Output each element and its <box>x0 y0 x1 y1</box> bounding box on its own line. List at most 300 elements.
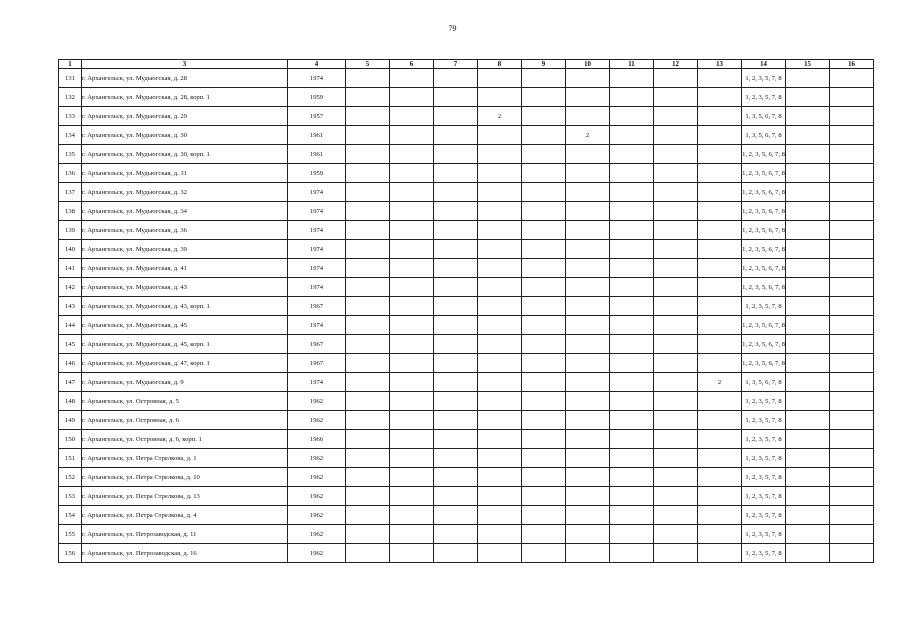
col-8-cell <box>478 430 522 449</box>
col-7-cell <box>434 145 478 164</box>
table-row <box>59 202 874 221</box>
col-6-cell <box>390 544 434 563</box>
table-body <box>59 69 874 563</box>
column-header: 3 <box>82 60 288 69</box>
page-number: 79 <box>448 24 457 33</box>
address-cell: г. Архангельск, ул. Мудьюгская, д. 34 <box>82 202 288 221</box>
col-9-cell <box>522 449 566 468</box>
year-cell: 1974 <box>288 183 346 202</box>
col-16-cell <box>830 316 874 335</box>
col-15-cell <box>786 69 830 88</box>
table-row <box>59 221 874 240</box>
year-cell: 1959 <box>288 164 346 183</box>
col-12-cell <box>654 468 698 487</box>
table-row <box>59 259 874 278</box>
col-6-cell <box>390 449 434 468</box>
col-10-cell <box>566 297 610 316</box>
address-cell: г. Архангельск, ул. Мудьюгская, д. 43, корп. 1 <box>82 297 288 316</box>
col-14-cell: 1, 3, 5, 6, 7, 8 <box>742 373 786 392</box>
col-7-cell <box>434 164 478 183</box>
col-16-cell <box>830 183 874 202</box>
col-10-cell <box>566 487 610 506</box>
col-15-cell <box>786 506 830 525</box>
col-8-cell <box>478 335 522 354</box>
address-cell: г. Архангельск, ул. Мудьюгская, д. 45 <box>82 316 288 335</box>
col-14-cell: 1, 2, 3, 5, 7, 8 <box>742 525 786 544</box>
col-13-cell <box>698 69 742 88</box>
year-cell: 1962 <box>288 449 346 468</box>
table-row <box>59 373 874 392</box>
col-11-cell <box>610 69 654 88</box>
row-number-cell: 151 <box>59 449 82 468</box>
year-cell: 1962 <box>288 468 346 487</box>
col-7-cell <box>434 449 478 468</box>
col-5-cell <box>346 145 390 164</box>
address-cell: г. Архангельск, ул. Мудьюгская, д. 29 <box>82 107 288 126</box>
col-12-cell <box>654 145 698 164</box>
row-number-cell: 149 <box>59 411 82 430</box>
col-16-cell <box>830 525 874 544</box>
address-cell: г. Архангельск, ул. Мудьюгская, д. 41 <box>82 259 288 278</box>
col-13-cell <box>698 430 742 449</box>
address-cell: г. Архангельск, ул. Мудьюгская, д. 30, корп. 1 <box>82 145 288 164</box>
col-7-cell <box>434 107 478 126</box>
col-14-cell: 1, 2, 3, 5, 7, 8 <box>742 411 786 430</box>
col-11-cell <box>610 297 654 316</box>
column-header: 16 <box>830 60 874 69</box>
col-8-cell <box>478 373 522 392</box>
col-14-cell: 1, 2, 3, 5, 6, 7, 8 <box>742 335 786 354</box>
year-cell: 1974 <box>288 221 346 240</box>
col-8-cell <box>478 487 522 506</box>
col-12-cell <box>654 259 698 278</box>
col-5-cell <box>346 544 390 563</box>
col-10-cell <box>566 278 610 297</box>
col-12-cell <box>654 88 698 107</box>
col-14-cell: 1, 2, 3, 5, 7, 8 <box>742 297 786 316</box>
col-5-cell <box>346 221 390 240</box>
col-13-cell <box>698 392 742 411</box>
col-8-cell <box>478 240 522 259</box>
col-7-cell <box>434 335 478 354</box>
col-12-cell <box>654 278 698 297</box>
col-11-cell <box>610 278 654 297</box>
row-number-cell: 156 <box>59 544 82 563</box>
col-12-cell <box>654 392 698 411</box>
col-9-cell <box>522 126 566 145</box>
table-row <box>59 354 874 373</box>
address-cell: г. Архангельск, ул. Мудьюгская, д. 9 <box>82 373 288 392</box>
column-header: 13 <box>698 60 742 69</box>
col-9-cell <box>522 202 566 221</box>
col-13-cell <box>698 449 742 468</box>
col-6-cell <box>390 202 434 221</box>
col-13-cell <box>698 145 742 164</box>
col-14-cell: 1, 2, 3, 5, 6, 7, 8 <box>742 183 786 202</box>
col-16-cell <box>830 392 874 411</box>
col-7-cell <box>434 411 478 430</box>
col-11-cell <box>610 107 654 126</box>
col-15-cell <box>786 183 830 202</box>
table-row <box>59 278 874 297</box>
address-cell: г. Архангельск, ул. Петра Стрелкова, д. 13 <box>82 487 288 506</box>
col-12-cell <box>654 316 698 335</box>
col-11-cell <box>610 183 654 202</box>
col-9-cell <box>522 354 566 373</box>
row-number-cell: 140 <box>59 240 82 259</box>
col-10-cell <box>566 430 610 449</box>
table-row <box>59 335 874 354</box>
col-12-cell <box>654 506 698 525</box>
col-14-cell: 1, 2, 3, 5, 6, 7, 8 <box>742 316 786 335</box>
col-6-cell <box>390 221 434 240</box>
year-cell: 1962 <box>288 411 346 430</box>
col-14-cell: 1, 2, 3, 5, 6, 7, 8 <box>742 240 786 259</box>
col-8-cell <box>478 164 522 183</box>
col-15-cell <box>786 316 830 335</box>
col-14-cell: 1, 2, 3, 5, 7, 8 <box>742 392 786 411</box>
col-6-cell <box>390 107 434 126</box>
col-5-cell <box>346 259 390 278</box>
col-8-cell <box>478 202 522 221</box>
col-6-cell <box>390 354 434 373</box>
col-5-cell <box>346 183 390 202</box>
col-12-cell <box>654 430 698 449</box>
col-7-cell <box>434 297 478 316</box>
col-7-cell <box>434 506 478 525</box>
table-row <box>59 69 874 88</box>
col-6-cell <box>390 88 434 107</box>
col-9-cell <box>522 297 566 316</box>
col-6-cell <box>390 126 434 145</box>
col-12-cell <box>654 164 698 183</box>
col-13-cell <box>698 316 742 335</box>
col-16-cell <box>830 107 874 126</box>
col-9-cell <box>522 145 566 164</box>
address-cell: г. Архангельск, ул. Мудьюгская, д. 45, корп. 1 <box>82 335 288 354</box>
col-14-cell: 1, 2, 3, 5, 7, 8 <box>742 88 786 107</box>
col-9-cell <box>522 506 566 525</box>
year-cell: 1974 <box>288 373 346 392</box>
col-9-cell <box>522 335 566 354</box>
col-12-cell <box>654 297 698 316</box>
col-5-cell <box>346 373 390 392</box>
address-cell: г. Архангельск, ул. Мудьюгская, д. 31 <box>82 164 288 183</box>
address-cell: г. Архангельск, ул. Островная, д. 5 <box>82 392 288 411</box>
col-12-cell <box>654 107 698 126</box>
col-16-cell <box>830 259 874 278</box>
col-11-cell <box>610 544 654 563</box>
year-cell: 1974 <box>288 69 346 88</box>
table-row <box>59 449 874 468</box>
col-7-cell <box>434 354 478 373</box>
col-12-cell <box>654 240 698 259</box>
year-cell: 1961 <box>288 126 346 145</box>
year-cell: 1974 <box>288 240 346 259</box>
col-7-cell <box>434 69 478 88</box>
col-16-cell <box>830 164 874 183</box>
table-row <box>59 107 874 126</box>
col-9-cell <box>522 544 566 563</box>
col-10-cell <box>566 411 610 430</box>
col-13-cell <box>698 525 742 544</box>
col-7-cell <box>434 316 478 335</box>
register-table <box>58 59 874 563</box>
col-15-cell <box>786 430 830 449</box>
col-6-cell <box>390 297 434 316</box>
col-5-cell <box>346 392 390 411</box>
col-14-cell: 1, 2, 3, 5, 6, 7, 8 <box>742 202 786 221</box>
column-header: 7 <box>434 60 478 69</box>
col-10-cell <box>566 202 610 221</box>
col-10-cell <box>566 240 610 259</box>
col-6-cell <box>390 145 434 164</box>
year-cell: 1967 <box>288 335 346 354</box>
col-5-cell <box>346 468 390 487</box>
col-14-cell: 1, 2, 3, 5, 6, 7, 8 <box>742 354 786 373</box>
col-16-cell <box>830 297 874 316</box>
col-16-cell <box>830 449 874 468</box>
address-cell: г. Архангельск, ул. Мудьюгская, д. 28 <box>82 69 288 88</box>
col-5-cell <box>346 449 390 468</box>
col-8-cell <box>478 525 522 544</box>
col-12-cell <box>654 221 698 240</box>
row-number-cell: 153 <box>59 487 82 506</box>
col-13-cell <box>698 487 742 506</box>
col-12-cell <box>654 126 698 145</box>
address-cell: г. Архангельск, ул. Островная, д. 6, корп. 1 <box>82 430 288 449</box>
table-row <box>59 164 874 183</box>
col-10-cell <box>566 335 610 354</box>
col-10-cell <box>566 145 610 164</box>
col-11-cell <box>610 240 654 259</box>
col-7-cell <box>434 259 478 278</box>
table-row <box>59 411 874 430</box>
col-16-cell <box>830 544 874 563</box>
col-12-cell <box>654 183 698 202</box>
col-13-cell: 2 <box>698 373 742 392</box>
col-13-cell <box>698 126 742 145</box>
address-cell: г. Архангельск, ул. Мудьюгская, д. 47, корп. 1 <box>82 354 288 373</box>
col-15-cell <box>786 240 830 259</box>
col-16-cell <box>830 240 874 259</box>
row-number-cell: 146 <box>59 354 82 373</box>
column-header: 14 <box>742 60 786 69</box>
table-row <box>59 240 874 259</box>
col-15-cell <box>786 221 830 240</box>
year-cell: 1966 <box>288 430 346 449</box>
col-5-cell <box>346 525 390 544</box>
col-15-cell <box>786 164 830 183</box>
col-9-cell <box>522 468 566 487</box>
col-8-cell <box>478 278 522 297</box>
col-5-cell <box>346 487 390 506</box>
col-11-cell <box>610 335 654 354</box>
col-8-cell: 2 <box>478 107 522 126</box>
table-row <box>59 88 874 107</box>
col-11-cell <box>610 449 654 468</box>
col-11-cell <box>610 202 654 221</box>
column-header: 1 <box>59 60 82 69</box>
col-14-cell: 1, 2, 3, 5, 6, 7, 8 <box>742 145 786 164</box>
row-number-cell: 135 <box>59 145 82 164</box>
col-5-cell <box>346 316 390 335</box>
col-8-cell <box>478 468 522 487</box>
col-5-cell <box>346 278 390 297</box>
col-11-cell <box>610 468 654 487</box>
col-16-cell <box>830 278 874 297</box>
col-10-cell <box>566 468 610 487</box>
row-number-cell: 145 <box>59 335 82 354</box>
col-13-cell <box>698 278 742 297</box>
col-8-cell <box>478 506 522 525</box>
col-14-cell: 1, 3, 5, 6, 7, 8 <box>742 126 786 145</box>
col-10-cell <box>566 69 610 88</box>
col-9-cell <box>522 487 566 506</box>
col-15-cell <box>786 544 830 563</box>
col-12-cell <box>654 373 698 392</box>
year-cell: 1962 <box>288 392 346 411</box>
year-cell: 1962 <box>288 544 346 563</box>
col-9-cell <box>522 240 566 259</box>
col-12-cell <box>654 69 698 88</box>
year-cell: 1974 <box>288 202 346 221</box>
col-11-cell <box>610 88 654 107</box>
col-7-cell <box>434 240 478 259</box>
col-8-cell <box>478 411 522 430</box>
col-7-cell <box>434 487 478 506</box>
row-number-cell: 134 <box>59 126 82 145</box>
col-14-cell: 1, 2, 3, 5, 6, 7, 8 <box>742 278 786 297</box>
col-11-cell <box>610 221 654 240</box>
col-12-cell <box>654 487 698 506</box>
col-9-cell <box>522 164 566 183</box>
col-10-cell <box>566 88 610 107</box>
col-5-cell <box>346 354 390 373</box>
col-11-cell <box>610 487 654 506</box>
column-header: 6 <box>390 60 434 69</box>
col-11-cell <box>610 373 654 392</box>
col-6-cell <box>390 278 434 297</box>
table-header-row <box>59 60 874 69</box>
address-cell: г. Архангельск, ул. Петрозаводская, д. 16 <box>82 544 288 563</box>
col-15-cell <box>786 392 830 411</box>
table-row <box>59 392 874 411</box>
row-number-cell: 143 <box>59 297 82 316</box>
row-number-cell: 139 <box>59 221 82 240</box>
col-15-cell <box>786 259 830 278</box>
col-13-cell <box>698 506 742 525</box>
col-10-cell <box>566 506 610 525</box>
col-11-cell <box>610 411 654 430</box>
column-header: 12 <box>654 60 698 69</box>
col-9-cell <box>522 392 566 411</box>
year-cell: 1962 <box>288 525 346 544</box>
address-cell: г. Архангельск, ул. Мудьюгская, д. 43 <box>82 278 288 297</box>
table-row <box>59 430 874 449</box>
year-cell: 1962 <box>288 506 346 525</box>
row-number-cell: 137 <box>59 183 82 202</box>
col-10-cell <box>566 525 610 544</box>
col-11-cell <box>610 259 654 278</box>
table-row <box>59 487 874 506</box>
table-row <box>59 145 874 164</box>
row-number-cell: 144 <box>59 316 82 335</box>
col-9-cell <box>522 259 566 278</box>
table-row <box>59 506 874 525</box>
col-5-cell <box>346 126 390 145</box>
year-cell: 1957 <box>288 107 346 126</box>
table-row <box>59 297 874 316</box>
row-number-cell: 131 <box>59 69 82 88</box>
year-cell: 1967 <box>288 297 346 316</box>
col-15-cell <box>786 449 830 468</box>
column-header: 11 <box>610 60 654 69</box>
col-13-cell <box>698 202 742 221</box>
col-15-cell <box>786 487 830 506</box>
year-cell: 1974 <box>288 278 346 297</box>
col-13-cell <box>698 335 742 354</box>
row-number-cell: 141 <box>59 259 82 278</box>
col-7-cell <box>434 430 478 449</box>
col-5-cell <box>346 202 390 221</box>
col-9-cell <box>522 183 566 202</box>
col-10-cell <box>566 316 610 335</box>
col-10-cell <box>566 354 610 373</box>
col-16-cell <box>830 88 874 107</box>
row-number-cell: 136 <box>59 164 82 183</box>
col-16-cell <box>830 430 874 449</box>
col-13-cell <box>698 259 742 278</box>
row-number-cell: 150 <box>59 430 82 449</box>
col-8-cell <box>478 88 522 107</box>
col-13-cell <box>698 164 742 183</box>
col-16-cell <box>830 145 874 164</box>
col-15-cell <box>786 126 830 145</box>
col-16-cell <box>830 126 874 145</box>
column-header: 4 <box>288 60 346 69</box>
col-6-cell <box>390 164 434 183</box>
year-cell: 1967 <box>288 354 346 373</box>
col-14-cell: 1, 2, 3, 5, 6, 7, 8 <box>742 259 786 278</box>
col-14-cell: 1, 2, 3, 5, 6, 7, 8 <box>742 221 786 240</box>
col-8-cell <box>478 316 522 335</box>
col-14-cell: 1, 2, 3, 5, 7, 8 <box>742 544 786 563</box>
col-11-cell <box>610 126 654 145</box>
col-9-cell <box>522 525 566 544</box>
col-5-cell <box>346 164 390 183</box>
col-6-cell <box>390 430 434 449</box>
col-6-cell <box>390 183 434 202</box>
col-6-cell <box>390 240 434 259</box>
col-8-cell <box>478 259 522 278</box>
row-number-cell: 154 <box>59 506 82 525</box>
col-13-cell <box>698 240 742 259</box>
address-cell: г. Архангельск, ул. Мудьюгская, д. 28, корп. 1 <box>82 88 288 107</box>
column-header: 10 <box>566 60 610 69</box>
address-cell: г. Архангельск, ул. Островная, д. 6 <box>82 411 288 430</box>
col-13-cell <box>698 411 742 430</box>
col-14-cell: 1, 2, 3, 5, 6, 7, 8 <box>742 164 786 183</box>
col-11-cell <box>610 164 654 183</box>
col-8-cell <box>478 221 522 240</box>
col-6-cell <box>390 411 434 430</box>
row-number-cell: 142 <box>59 278 82 297</box>
col-7-cell <box>434 202 478 221</box>
col-16-cell <box>830 468 874 487</box>
address-cell: г. Архангельск, ул. Мудьюгская, д. 30 <box>82 126 288 145</box>
col-5-cell <box>346 297 390 316</box>
